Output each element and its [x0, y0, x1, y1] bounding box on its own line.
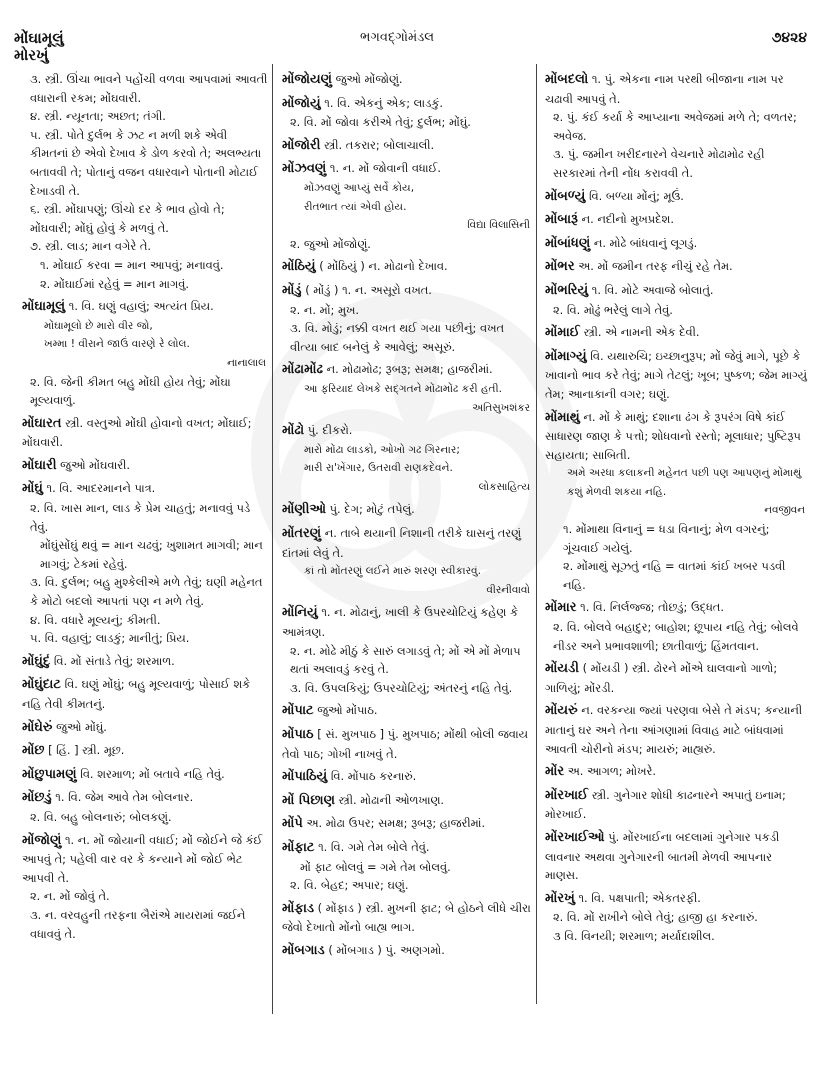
headword: મોંફાટ	[282, 839, 315, 855]
dictionary-entry	[282, 94, 532, 132]
dictionary-entry	[545, 828, 807, 885]
dictionary-entry	[282, 814, 532, 834]
sense-line: ૫. વિ. વહાલું; લાડકું; માનીતું; પ્રિય.	[30, 631, 190, 646]
definition: વિ. મોં સંતાડે તેવું; શરમાળ.	[53, 653, 175, 668]
headword: મોંઠિયું	[282, 259, 316, 275]
dictionary-entry	[545, 889, 807, 946]
headword: મોંમાગ્યું	[545, 348, 587, 364]
definition: ન. મોઢે બાંધવાનું લૂગડું.	[593, 235, 698, 250]
entry-line	[22, 788, 268, 808]
definition: ( મોંબગાડ ) પું. અણગમો.	[328, 942, 445, 957]
entry-line	[545, 323, 807, 343]
quotation-source: અતિસુખશંકર	[472, 401, 530, 414]
dictionary-entry	[22, 456, 268, 476]
dictionary-entry	[545, 786, 807, 824]
quotation-source: વિદ્યા વિલાસિની	[467, 219, 530, 232]
definition: ( મોંયડી ) સ્ત્રી. ઢોરને મોંએ ઘાલવાનો ગાળો; ગાળિયું; મોંરડી.	[545, 661, 778, 695]
entry-line	[282, 524, 532, 562]
dictionary-entry	[545, 598, 807, 655]
headword: મોંછડું	[22, 790, 52, 806]
headword: મોંઢામોંઢ	[282, 362, 323, 378]
dictionary-entry	[22, 652, 268, 672]
entry-line	[545, 281, 807, 301]
entry-line	[282, 791, 532, 811]
definition: જુઓ મોંજોણું.	[335, 72, 403, 86]
headword: મોંબદલો	[545, 72, 589, 87]
headword: મોંઘામૂલું	[22, 299, 66, 315]
dictionary-entry	[282, 70, 532, 90]
definition: ( મોંઠિયું ) ન. મોઢાનો દેખાવ.	[319, 259, 448, 274]
headword: મોંમાથું	[545, 409, 580, 425]
sense-line: ૨. વિ. ખાસ માન, લાડ કે પ્રેમ ચાહતું; મનાવવું પડે તેવું.	[30, 501, 251, 534]
idiom-line: ૧. મોંઘાઈ કરવા = માન આપવું; મનાવવું.	[40, 257, 224, 272]
entry-line	[22, 741, 268, 761]
idiom-line: મોંઘુંસોંઘું થવું = માન ચઢવું; ખુશામત માગવી; માન માગવું; ટેકમાં રહેવું.	[40, 538, 263, 571]
dictionary-entry	[22, 741, 268, 761]
headword: મોંરખું	[545, 890, 575, 906]
sense-line: ૨. વિ. મોઢું ભરેલું લાગે તેવું.	[553, 302, 673, 317]
dictionary-entry	[282, 603, 532, 697]
quotation-source: નાનાલાલ	[227, 356, 266, 369]
definition: ( મોંફાડ ) સ્ત્રી. મુખની ફાટ; બે હોઠને લીધે ચીરા જેવો દેખાતો મોંનો બાહ્ય ભાગ.	[282, 900, 531, 935]
sense-line: ૩. સ્ત્રી. ઊંચા ભાવને પહોંચી વળવા આપવામાં આવતી વધારાની રકમ; મોંઘવારી.	[30, 72, 268, 105]
dictionary-entry	[545, 762, 807, 782]
headword: મોંજોરી	[282, 137, 321, 153]
entry-line	[22, 831, 268, 888]
dictionary-entry	[282, 941, 532, 961]
dictionary-entry	[22, 718, 268, 738]
headword: મોંમાર	[545, 600, 577, 616]
dictionary-entry	[282, 136, 532, 156]
quotation-line: કાં તો મોંતરણું લઈને મારું શરણ સ્વીકારવું.	[304, 565, 482, 578]
entry-line	[22, 718, 268, 738]
entry-line	[545, 210, 807, 230]
entry-line	[282, 838, 532, 858]
dictionary-entry	[282, 360, 532, 417]
entry-line	[282, 941, 532, 961]
idiom-line: ૨. મોંમાથું સૂઝતું નહિ = વાતમાં કાંઈ ખબર પડવી નહિ.	[563, 559, 786, 592]
sense-line: ૩. ન. વરવહુની તરફના બૈરાંએ માયરામાં જઈને વધાવવું તે.	[30, 907, 246, 941]
sense-line: ૨. વિ. બોલવે બહાદુર; બાહોશ; છૂપાય નહિ તેવું; બોલવે નીડર અને પ્રભાવશાળી; છાતીવાળું; હિંમતવાન.	[553, 620, 799, 653]
dictionary-entry	[282, 725, 532, 763]
definition: પું. દીકરો.	[307, 423, 353, 438]
definition: ૧. વિ. પક્ષપાતી; એકતરફી.	[578, 890, 701, 905]
definition: ન. મોઢામોઢ; રૂબરૂ; સમક્ષ; હાજરીમાં.	[326, 362, 493, 377]
definition: ૧. વિ. નિર્લજ્જ; તોછડું; ઉદ્ધત.	[580, 600, 724, 615]
sense-line: ૫. સ્ત્રી. પોતે દુર્લભ કે ઝટ ન મળી શકે એવી કીમતનાં છે એવો દેખાવ કે ડોળ કરવો તે; અલભ્યતા બતાવવી તે; પોતાનું વજન વધારવાને પોતાની મોટાઈ દેખાડવી તે.	[30, 127, 262, 198]
definition: ૧. વિ. એકનું એક; લાડકું.	[324, 95, 443, 110]
headword: મોંજોણું	[22, 832, 62, 848]
sense-line: ૨. ન. મોં; મુખ.	[290, 302, 360, 317]
sense-line: ૨. જુઓ મોંજોણું.	[290, 236, 371, 251]
column-divider-2	[536, 64, 537, 1004]
dictionary-entry	[282, 159, 532, 253]
dictionary-entry	[22, 675, 268, 713]
sense-line: ૨. વિ. બેહદ; અપાર; ઘણું.	[290, 878, 409, 893]
dictionary-entry	[545, 70, 807, 183]
headword: મોંમાઈ	[545, 325, 580, 341]
definition: ૧. ન. મોઢાનું, ખાલી કે ઉપરચોટિયું કહેણ કે આમંત્રણ.	[282, 605, 518, 640]
headword: મોંઘારી	[22, 457, 57, 473]
entry-line	[282, 701, 532, 721]
headword: મોંરખાઈઓ	[545, 829, 605, 845]
entry-line	[22, 675, 268, 713]
entry-line	[545, 234, 807, 254]
definition: જુઓ મોંઘું.	[56, 719, 107, 734]
column-1	[22, 70, 268, 947]
entry-line	[282, 136, 532, 156]
definition: ૧. વિ. ઘણું વહાલું; અત્યંત પ્રિય.	[68, 299, 214, 314]
entry-line	[282, 281, 532, 301]
entry-line	[282, 159, 532, 179]
entry-line	[282, 899, 532, 937]
quotation-line: ખમ્મા ! વીરાને જાઉં વારણે રે લોલ.	[44, 338, 190, 351]
dictionary-entry	[22, 70, 268, 293]
headword: મોંછ	[22, 743, 45, 759]
column-3	[545, 70, 807, 950]
dictionary-entry	[282, 500, 532, 520]
headword: મોંપે	[282, 816, 303, 832]
sense-line: ૪. વિ. વધારે મૂલ્યનું; કીમતી.	[30, 612, 161, 627]
definition: ( મોંડું ) ૧. ન. અસૂરો વખત.	[305, 282, 432, 297]
headword: મોંઘેરું	[22, 719, 53, 735]
headword: મોંબગાડ	[282, 942, 325, 958]
sense-line: ૨. વિ. મોં રાખીને બોલે તેવું; હાજી હા કરનારું.	[553, 910, 758, 925]
quotation-line: મારો મોંઢા લાડકો, ઓખો ગઢ ગિરનાર;	[304, 443, 460, 456]
headword: મોંભરિયું	[545, 282, 589, 298]
quotation-line: આ ફરિયાદ લેખકે સદ્ગતને મોંઢામોંઢ કરી હતી.	[304, 382, 502, 395]
definition: ૧. વિ. ગમે તેમ બોલે તેવું.	[318, 839, 430, 854]
sense-line: ૩. વિ. મોડું; નક્કી વખત થઈ ગયા પછીનું; વખત વીત્યા બાદ બનેલું કે આવેલું; અસૂરું.	[290, 321, 504, 354]
headword: મોંછુપામણું	[22, 766, 77, 782]
headword: મોંભર	[545, 259, 575, 275]
definition: ન. વરકન્યા જ્યાં પરણવા બેસે તે મંડપ; કન્યાની માતાનું ઘર અને તેના આંગણામાં વિવાહ માટે બાંધવામાં આવતી ચોરીનો મંડપ; માયરું; માહ્યરું.	[545, 703, 803, 756]
entry-line	[545, 889, 807, 909]
entry-line	[545, 659, 807, 697]
entry-line	[282, 257, 532, 277]
headword: મોંયરું	[545, 703, 578, 719]
dictionary-entry	[282, 257, 532, 277]
sense-line: ૩. વિ. દુર્લભ; બહુ મુશ્કેલીએ મળે તેવું; ઘણી મહેનત કે મોટો બદલો આપતાં પણ ન મળે તેવું.	[30, 575, 263, 609]
quotation-source: નવજીવન	[764, 504, 805, 517]
book-title: ભગવદ્ગોમંડલ	[360, 30, 435, 45]
entry-line	[545, 828, 807, 885]
sense-line: ૨. ન. મોં જોવું તે.	[30, 889, 110, 904]
definition: ૧. વિ. મોટે અવાજે બોલાતું.	[591, 282, 714, 297]
column-2	[282, 70, 532, 965]
dictionary-entry	[545, 323, 807, 343]
definition: અ. મોઢા ઉપર; સમક્ષ; રૂબરૂ; હાજરીમાં.	[306, 816, 486, 831]
sense-line: ૬. સ્ત્રી. મોંઘાપણું; ઊંચો દર કે ભાવ હોવો તે; મોંઘવારી; મોંઘું હોવું કે મળવું તે.	[30, 202, 225, 235]
headword: મોંઘું	[22, 481, 43, 497]
definition: અ. મોં જમીન તરફ નીચું રહે તેમ.	[578, 259, 733, 274]
definition: ૧. ન. મોં જોવાની વધાઈ.	[329, 161, 441, 176]
sense-line: ૨. પું. કંઈ કર્યા કે આપ્યાના અવેજમાં મળે તે; વળતર; અવેજ.	[553, 110, 797, 143]
idiom-line: ૧. મોંમાથા વિનાનું = ધડા વિનાનું; મેળ વગરનું; ગૂંચવાઈ ગયેલું.	[563, 522, 770, 555]
quotation-line: મારી રા'ખેંગાર, ઉતરાવી રાણકદેવને.	[304, 462, 453, 475]
headword: મોંફાડ	[282, 900, 315, 916]
dictionary-entry	[545, 187, 807, 207]
guide-word-top: મોંઘામૂલું	[14, 29, 64, 47]
entry-line	[545, 347, 807, 404]
entry-line	[22, 414, 268, 452]
entry-line	[282, 500, 532, 520]
dictionary-entry	[545, 408, 807, 595]
headword: મોંઘુંદાટ	[22, 677, 61, 693]
dictionary-entry	[22, 788, 268, 826]
dictionary-entry	[545, 234, 807, 254]
sense-line: ૨. વિ. જેની કીમત બહુ મોંઘી હોય તેવું; મોંઘા મૂલ્યવાળું.	[30, 374, 231, 408]
definition: ન. તાબે થયાની નિશાની તરીકે ઘાસનું તરણું દાંતમાં લેવું તે.	[282, 526, 522, 560]
quotation-line: અમે અરધા કલાકની મહેનત પછી પણ આપણનું મોંમાથું કશું મેળવી શકયા નહિ.	[567, 467, 802, 498]
quotation-line: મોંઘામૂલો છે મારો વીર જો,	[44, 319, 153, 332]
quotation-source: લોકસાહિત્ય	[478, 480, 530, 493]
sense-line: ૨. ન. મોઢે મીઠું કે સારું લગાડવું તે; મોં એ મોં મેળાપ થતાં અલાવડું કરવું તે.	[290, 643, 521, 677]
headword: મોંઝવણું	[282, 161, 327, 177]
column-divider-1	[272, 64, 273, 1014]
idiom-line: ૨. મોંઘાઈમાં રહેવું = માન માગવું.	[40, 276, 189, 291]
headword: મોંતરણું	[282, 526, 322, 542]
entry-line	[545, 408, 807, 465]
definition: [ સં. મુખપાઠ ] પું. મુખપાઠ; મોંથી બોલી જવાય તેવો પાઠ; ગોખી નાખવું તે.	[282, 727, 528, 761]
sense-line: ૩ વિ. વિનયી; શરમાળ; મર્યાદાશીલ.	[553, 928, 715, 943]
dictionary-entry	[545, 257, 807, 277]
entry-line	[282, 603, 532, 641]
page-header	[0, 22, 825, 62]
entry-line	[282, 814, 532, 834]
guide-words	[14, 30, 64, 64]
definition: સ્ત્રી. એ નામની એક દેવી.	[583, 325, 700, 340]
headword: મોંયડી	[545, 661, 579, 677]
headword: મોંજોયણું	[282, 72, 332, 87]
headword: મોંબાંધણું	[545, 235, 591, 251]
entry-line	[545, 786, 807, 824]
headword: મોંજોયું	[282, 95, 321, 111]
headword: મોંર	[545, 764, 565, 780]
definition: જુઓ મોંપાઠ.	[317, 703, 378, 718]
definition: સ્ત્રી. તકરાર; બોલાચાલી.	[324, 137, 435, 152]
definition: વિ. શરમાળ; મોં બતાવે નહિ તેવું.	[80, 766, 225, 781]
sense-line: ૩. પું. જમીન ખરીદનારને વેચનારે મોઢામોઢ રહી સરકારમાં તેની નોંધ કરાવવી તે.	[553, 147, 765, 180]
headword: મોંઘારત	[22, 415, 62, 431]
dictionary-entry	[22, 765, 268, 785]
entry-line	[22, 652, 268, 672]
definition: સ્ત્રી. ગુનેગાર શોધી કાઢનારને અપાતું ઇનામ; મોરખાઈ.	[545, 787, 786, 822]
entry-line	[22, 297, 268, 317]
entry-line	[545, 187, 807, 207]
entry-line	[22, 479, 268, 499]
quotation-line: રીતભાત ત્યાં એવી હોય.	[304, 200, 407, 213]
headword: મોંડું	[282, 282, 302, 298]
sense-line: ૪. સ્ત્રી. ન્યૂનતા; અછત; તંગી.	[30, 109, 166, 124]
sense-line: ૭. સ્ત્રી. લાડ; માન વગેરે તે.	[30, 239, 152, 254]
dictionary-entry	[545, 701, 807, 758]
definition: વિ. ઘણું મોંઘું; બહુ મૂલ્યવાળું; પોસાઈ શકે નહિ તેવી કીમતનું.	[22, 677, 251, 711]
definition: ન. મોં કે માથું; દશાના ઢંગ કે રૂપરંગ વિષે કાંઈ સાધારણ જાણ કે પત્તો; શોધવાનો રસ્તો; મૂલાધાર; પુષ્ટિરૂપ સહાયતા; સાબિતી.	[545, 409, 801, 462]
guide-word-bottom: મોરખું	[14, 46, 49, 64]
entry-line	[545, 598, 807, 618]
entry-line	[545, 257, 807, 277]
headword: મોંનિયું	[282, 605, 318, 621]
entry-line	[282, 421, 532, 441]
definition: વિ. બળ્યા મોંનું; મૂઉં.	[588, 188, 684, 203]
entry-line	[282, 725, 532, 763]
idiom-line: મોં ફાટ બોલવું = ગમે તેમ બોલવું.	[300, 859, 451, 874]
headword: મોંબળ્યું	[545, 188, 586, 204]
definition: વિ. મોંપાઠ કરનારું.	[330, 769, 417, 784]
entry-line	[282, 767, 532, 787]
quotation-source: વીરનીવાવો	[486, 583, 530, 596]
entry-line	[22, 456, 268, 476]
dictionary-entry	[282, 281, 532, 356]
dictionary-entry	[22, 479, 268, 647]
sense-line: ૨. વિ. મોં જોવા કરીએ તેવું; દુર્લભ; મોંઘું.	[290, 115, 471, 130]
dictionary-entry	[22, 831, 268, 944]
sense-line: ૩. વિ. ઉપલકિયું; ઉપરચોટિયું; અંતરનું નહિ તેવું.	[290, 680, 513, 695]
definition: ૧. ન. મોં જોયાની વધાઈ; મોં જોઈને જે કંઈ આપવું તે; પહેલી વાર વર કે કન્યાને મોં જોઈ ભેટ આપવી તે.	[22, 832, 263, 885]
entry-line	[545, 762, 807, 782]
dictionary-entry	[22, 414, 268, 452]
dictionary-entry	[282, 421, 532, 496]
sense-line: ૨. વિ. બહુ બોલનારું; બોલકણું.	[30, 809, 172, 824]
headword: મોંપાટ	[282, 703, 314, 719]
dictionary-entry	[545, 210, 807, 230]
dictionary-entry	[282, 524, 532, 599]
definition: સ્ત્રી. મોઢાની ઓળખાણ.	[338, 792, 445, 807]
definition: [ હિં. ] સ્ત્રી. મૂછ.	[48, 743, 125, 758]
headword: મોં પિછાણ	[282, 792, 335, 808]
dictionary-entry	[282, 791, 532, 811]
headword: મોંપાઠ	[282, 727, 314, 742]
entry-line	[545, 70, 807, 108]
definition: જુઓ મોંઘવારી.	[60, 457, 131, 472]
dictionary-entry	[282, 838, 532, 895]
definition: વિ. યથારુચિ; ઇચ્છાનુરૂપ; મોં જેવું માગે, પૂછે કે ખાવાનો ભાવ કરે તેવું; માગે તેટલું; ખૂબ; પુષ્કળ; જેમ માગ્યું તેમ; આનાકાની વગર; ઘણું.	[545, 348, 807, 401]
dictionary-entry	[545, 347, 807, 404]
definition: અ. આગળ; મોખરે.	[567, 764, 656, 779]
dictionary-entry	[282, 899, 532, 937]
headword: મોંઢો	[282, 423, 305, 439]
headword: મોંરખાઈ	[545, 787, 589, 803]
definition: ૧. વિ. જેમ આવે તેમ બોલનાર.	[55, 790, 194, 805]
entry-line	[22, 765, 268, 785]
definition: સ્ત્રી. વસ્તુઓ મોંઘી હોવાનો વખત; મોંઘાઈ; મોંઘવારી.	[22, 415, 252, 450]
entry-line	[545, 701, 807, 758]
definition: પું. મોંરખાઈના બદલામાં ગુનેગાર પકડી લાવનાર અથવા ગુનેગારની બાતમી મેળવી આપનાર માણસ.	[545, 829, 780, 883]
headword: મોંપાઠિયું	[282, 769, 328, 785]
definition: ન. નદીનો મુખપ્રદેશ.	[581, 212, 674, 227]
entry-line	[282, 94, 532, 114]
definition: ૧. વિ. આદરમાનને પાત્ર.	[46, 481, 156, 496]
quotation-line: મોંઝવણું આપ્યું સર્વે કોય,	[304, 181, 415, 194]
definition: પું. દેગ; મોટું તપેલું.	[329, 502, 415, 517]
headword: મોંઘુંદું	[22, 653, 51, 669]
headword: મોંબારૂં	[545, 212, 578, 228]
page-number: ૭૪૨૪	[771, 30, 807, 46]
dictionary-entry	[545, 659, 807, 697]
entry-line	[282, 70, 532, 90]
dictionary-entry	[282, 767, 532, 787]
entry-line	[282, 360, 532, 380]
dictionary-entry	[545, 281, 807, 319]
definition: ૧. પું. એકના નામ પરથી બીજાના નામ પર ચઢાવી આપવું તે.	[545, 72, 784, 106]
dictionary-entry	[22, 297, 268, 410]
headword: મોંણીઓ	[282, 502, 327, 518]
dictionary-entry	[282, 701, 532, 721]
